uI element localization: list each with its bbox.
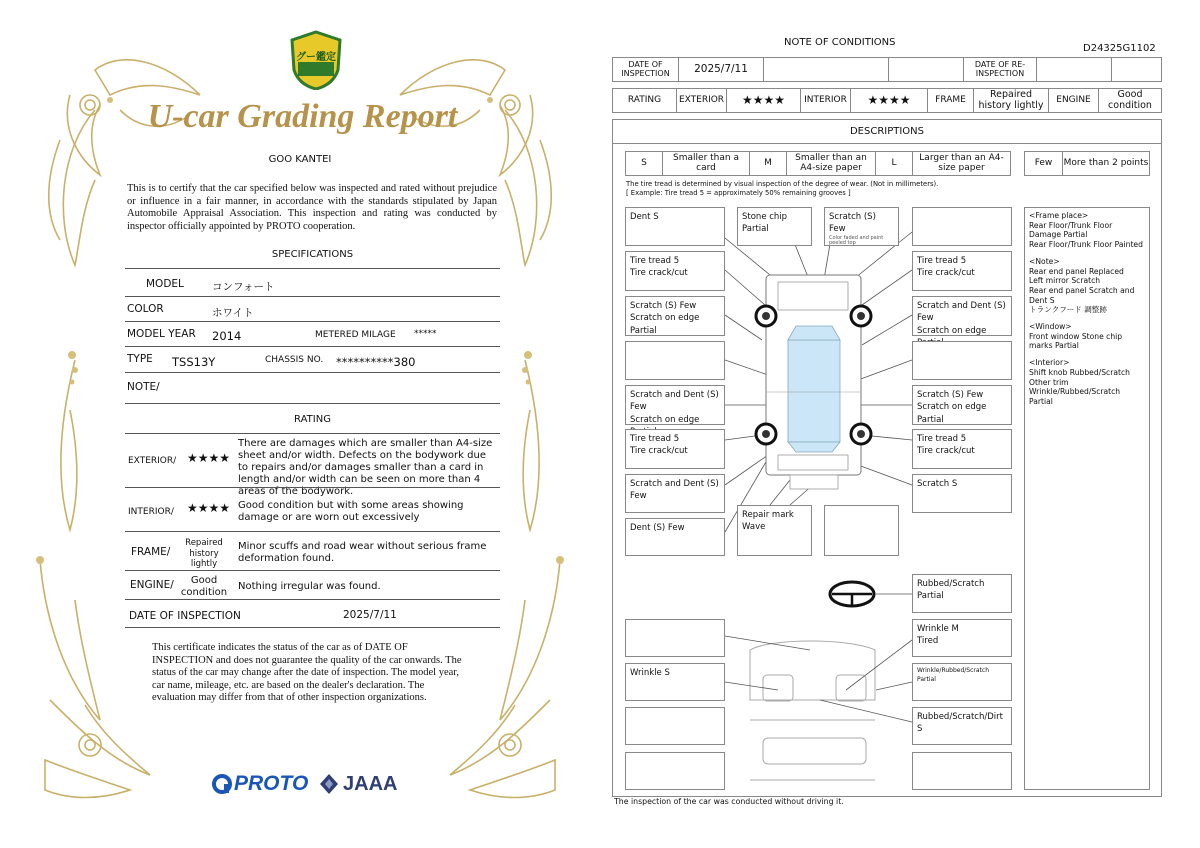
- color-value: ホワイト: [212, 307, 254, 319]
- box-text: Wrinkle S: [630, 668, 670, 678]
- certificate-footer-text: This certificate indicates the status of the car as of DATE OF INSPECTION and does not guarantee the quality of the car onwards. The status of the car may change after the date of inspection. The model year, car name, mileage, etc. are based on the dealer's declaration. The evaluation may differ from that of other inspection organizations.: [152, 642, 462, 704]
- divider: [125, 433, 500, 434]
- diagram-box: [912, 574, 1012, 613]
- box-text: Tire crack/cut: [917, 446, 975, 457]
- box-text: Scratch and Dent (S) Few: [630, 390, 719, 413]
- interior-stars: ★★★★: [851, 89, 928, 112]
- mileage-value: *****: [414, 329, 437, 339]
- note-line: Rear Floor/Trunk Floor Painted: [1029, 240, 1143, 250]
- goo-kantei-badge: [288, 30, 344, 90]
- proto-logo: [212, 772, 308, 796]
- diagram-box: [824, 207, 899, 246]
- model-value: コンフォート: [212, 281, 275, 293]
- box-text: Stone chip Partial: [742, 212, 788, 235]
- jaaa-logo-mark-icon: [318, 772, 340, 796]
- box-small-text: Color faded and paint peeled top: [829, 234, 884, 247]
- rating-heading: RATING: [294, 414, 331, 425]
- tire-note-line-2: [ Example: Tire tread 5 = approximately 50% remaining grooves ]: [626, 189, 851, 197]
- box-text: Dent (S) Few: [630, 523, 685, 533]
- divider: [125, 627, 500, 628]
- frame-value: Repaired history lightly: [185, 538, 223, 569]
- box-text: Wrinkle M: [917, 624, 959, 634]
- legend-few: Few: [1025, 152, 1063, 175]
- diagram-box: [912, 296, 1012, 336]
- diagram-box: [625, 474, 725, 513]
- exterior-label: EXTERIOR: [677, 89, 727, 112]
- diagram-box: [625, 385, 725, 425]
- model-label: MODEL: [146, 278, 184, 290]
- note-line: Other trim: [1029, 377, 1069, 387]
- box-text: Rubbed/Scratch/Dirt S: [917, 712, 1003, 735]
- legend-m: M: [750, 152, 787, 175]
- divider: [125, 570, 500, 571]
- note-line: Front window Stone chip marks Partial: [1029, 331, 1123, 351]
- note-of-conditions-page: [600, 0, 1200, 848]
- note-line: [1029, 315, 1145, 322]
- exterior-stars: ★★★★: [187, 451, 231, 465]
- note-line: Wrinkle/Rubbed/Scratch Partial: [1029, 387, 1121, 406]
- chassis-label: CHASSIS NO.: [265, 355, 324, 365]
- legend-m-desc: Smaller than an A4-size paper: [787, 152, 876, 175]
- notes-panel: [1024, 207, 1150, 790]
- color-label: COLOR: [127, 303, 164, 315]
- note-line: [1029, 250, 1145, 257]
- conditions-footer: The inspection of the car was conducted without driving it.: [614, 797, 844, 806]
- diagram-box: [625, 429, 725, 469]
- frame-label: FRAME/: [131, 546, 171, 558]
- legend-l-desc: Larger than an A4-size paper: [919, 152, 1004, 173]
- box-text: Tire crack/cut: [917, 268, 975, 279]
- box-text: Wrinkle/Rubbed/Scratch Partial: [917, 667, 989, 683]
- box-text: Dent S: [630, 212, 659, 222]
- box-text: Rubbed/Scratch Partial: [917, 579, 985, 602]
- diagram-box: [625, 663, 725, 701]
- conditions-title: NOTE OF CONDITIONS: [784, 37, 896, 48]
- diagram-box: [625, 341, 725, 380]
- diagram-box: [912, 341, 1012, 380]
- rating-label: RATING: [613, 89, 677, 112]
- script-title: U-car Grading Report: [147, 98, 458, 135]
- divider: [125, 268, 500, 269]
- report-subtitle: GOO KANTEI: [268, 154, 332, 165]
- note-line: トランクフード 調整跡: [1029, 305, 1107, 315]
- frame-value: Repaired history lightly: [974, 89, 1049, 112]
- date-of-inspection-label: DATE OF INSPECTION: [129, 610, 241, 622]
- document-id: D24325G1102: [1083, 43, 1156, 54]
- legend-s: S: [626, 152, 663, 175]
- engine-label: ENGINE: [1049, 89, 1099, 112]
- diagram-box: [912, 251, 1012, 291]
- diagram-box: [912, 707, 1012, 745]
- diagram-box: [912, 663, 1012, 701]
- proto-logo-text: PROTO: [234, 772, 309, 795]
- jaaa-logo: [318, 772, 397, 796]
- frame-label: FRAME: [928, 89, 974, 112]
- box-text: Tire tread 5: [630, 256, 680, 266]
- divider: [125, 599, 500, 600]
- interior-description: Good condition but with some areas showing damage or are worn out excessively: [238, 500, 464, 523]
- date-of-inspection-value: 2025/7/11: [679, 58, 764, 81]
- box-text: Tire crack/cut: [630, 268, 688, 279]
- diagram-box: [912, 429, 1012, 469]
- exterior-stars: ★★★★: [727, 89, 801, 112]
- box-text: Scratch and Dent (S) Few: [630, 479, 719, 502]
- divider: [125, 487, 500, 488]
- model-year-value: 2014: [212, 329, 242, 343]
- specifications-heading: SPECIFICATIONS: [271, 249, 354, 260]
- diagram-box: [625, 251, 725, 291]
- legend-l: L: [876, 152, 913, 175]
- diagram-box: [912, 619, 1012, 657]
- legend-few-desc: More than 2 points: [1063, 157, 1149, 168]
- diagram-box: [912, 474, 1012, 513]
- note-line: <Window>: [1029, 322, 1072, 332]
- exterior-label: EXTERIOR/: [128, 456, 177, 466]
- certificate-intro: This is to certify that the car specified below was inspected and rated without prejudice or influence in a fair manner, in accordance with the standards stipulated by Japan Automobile Appraisal Association. This inspection and rating was conducted by inspector officially appointed by PROTO cooperation.: [127, 183, 497, 232]
- box-text: Tire tread 5: [630, 434, 680, 444]
- box-text: Scratch (S) Few: [917, 390, 984, 400]
- diagram-box: [912, 752, 1012, 790]
- note-line: <Note>: [1029, 256, 1060, 266]
- box-text: Tire crack/cut: [630, 446, 688, 457]
- tire-note-line-1: The tire tread is determined by visual inspection of the degree of wear. (Not in millimeters).: [626, 180, 939, 188]
- exterior-description: There are damages which are smaller than A4-size sheet and/or width. Defects on the bodywork due to repairs and/or damages smaller than a card in length and/or width can be seen on more than 4 areas of the bodywork.: [238, 438, 493, 497]
- box-text: Scratch on edge Partial: [917, 402, 987, 425]
- engine-value: Good condition: [180, 575, 228, 598]
- note-line: Shift knob Rubbed/Scratch: [1029, 367, 1130, 377]
- diagram-box: [625, 619, 725, 657]
- box-text: Scratch on edge: [917, 325, 987, 336]
- divider: [125, 531, 500, 532]
- note-line: [1029, 351, 1145, 358]
- interior-label: INTERIOR/: [128, 507, 174, 517]
- type-value: TSS13Y: [172, 355, 216, 369]
- date-of-inspection-value: 2025/7/11: [343, 609, 397, 621]
- box-text: Scratch on edge Partial: [630, 313, 700, 336]
- model-year-label: MODEL YEAR: [127, 328, 196, 340]
- descriptions-heading: DESCRIPTIONS: [612, 119, 1162, 144]
- date-of-inspection-label: DATE OF INSPECTION: [613, 58, 679, 81]
- re-inspection-label: DATE OF RE-INSPECTION: [964, 58, 1037, 81]
- divider: [125, 403, 500, 404]
- diagram-box: [625, 296, 725, 336]
- diagram-box: [625, 518, 725, 556]
- note-line: <Interior>: [1029, 358, 1070, 368]
- divider: [125, 321, 500, 322]
- diagram-box: [912, 207, 1012, 246]
- interior-stars: ★★★★: [187, 501, 231, 515]
- chassis-value: **********380: [336, 355, 416, 369]
- note-line: Rear end panel Replaced: [1029, 266, 1124, 276]
- note-line: Rear Floor/Trunk Floor Damage Partial: [1029, 220, 1113, 240]
- mileage-label: METERED MILAGE: [315, 330, 396, 340]
- engine-value: Good condition: [1108, 89, 1152, 111]
- divider: [125, 296, 500, 297]
- box-text: Tire tread 5: [917, 256, 967, 266]
- diagram-box: [737, 505, 812, 556]
- note-line: Rear end panel Scratch and Dent S: [1029, 285, 1135, 305]
- legend-s-desc: Smaller than a card: [663, 152, 750, 175]
- engine-description: Nothing irregular was found.: [238, 581, 381, 592]
- box-text: Repair mark Wave: [742, 510, 794, 533]
- box-text: Scratch (S) Few: [630, 301, 697, 311]
- divider: [125, 346, 500, 347]
- diagram-box: [912, 385, 1012, 425]
- box-text: Tire tread 5: [917, 434, 967, 444]
- interior-label: INTERIOR: [801, 89, 851, 112]
- diagram-box: [737, 207, 812, 246]
- box-text: Scratch on edge: [630, 414, 700, 425]
- diagram-box: [625, 752, 725, 790]
- jaaa-logo-text: JAAA: [343, 772, 398, 795]
- note-line: <Frame place>: [1029, 211, 1089, 220]
- box-text: Scratch and Dent (S) Few: [917, 301, 1006, 324]
- badge-text: グー鑑定: [296, 52, 336, 63]
- diagram-box: [824, 505, 899, 556]
- type-label: TYPE: [127, 353, 153, 365]
- diagram-box: [625, 707, 725, 745]
- frame-description: Minor scuffs and road wear without serious frame deformation found.: [238, 541, 487, 564]
- divider: [125, 372, 500, 373]
- note-line: Left mirror Scratch: [1029, 276, 1101, 286]
- box-text: Tired: [917, 636, 939, 647]
- box-text: Scratch (S) Few: [829, 212, 876, 235]
- proto-logo-mark-icon: [212, 774, 232, 794]
- engine-label: ENGINE/: [130, 579, 174, 591]
- note-label: NOTE/: [127, 381, 160, 393]
- box-text: Scratch S: [917, 479, 958, 489]
- diagram-box: [625, 207, 725, 246]
